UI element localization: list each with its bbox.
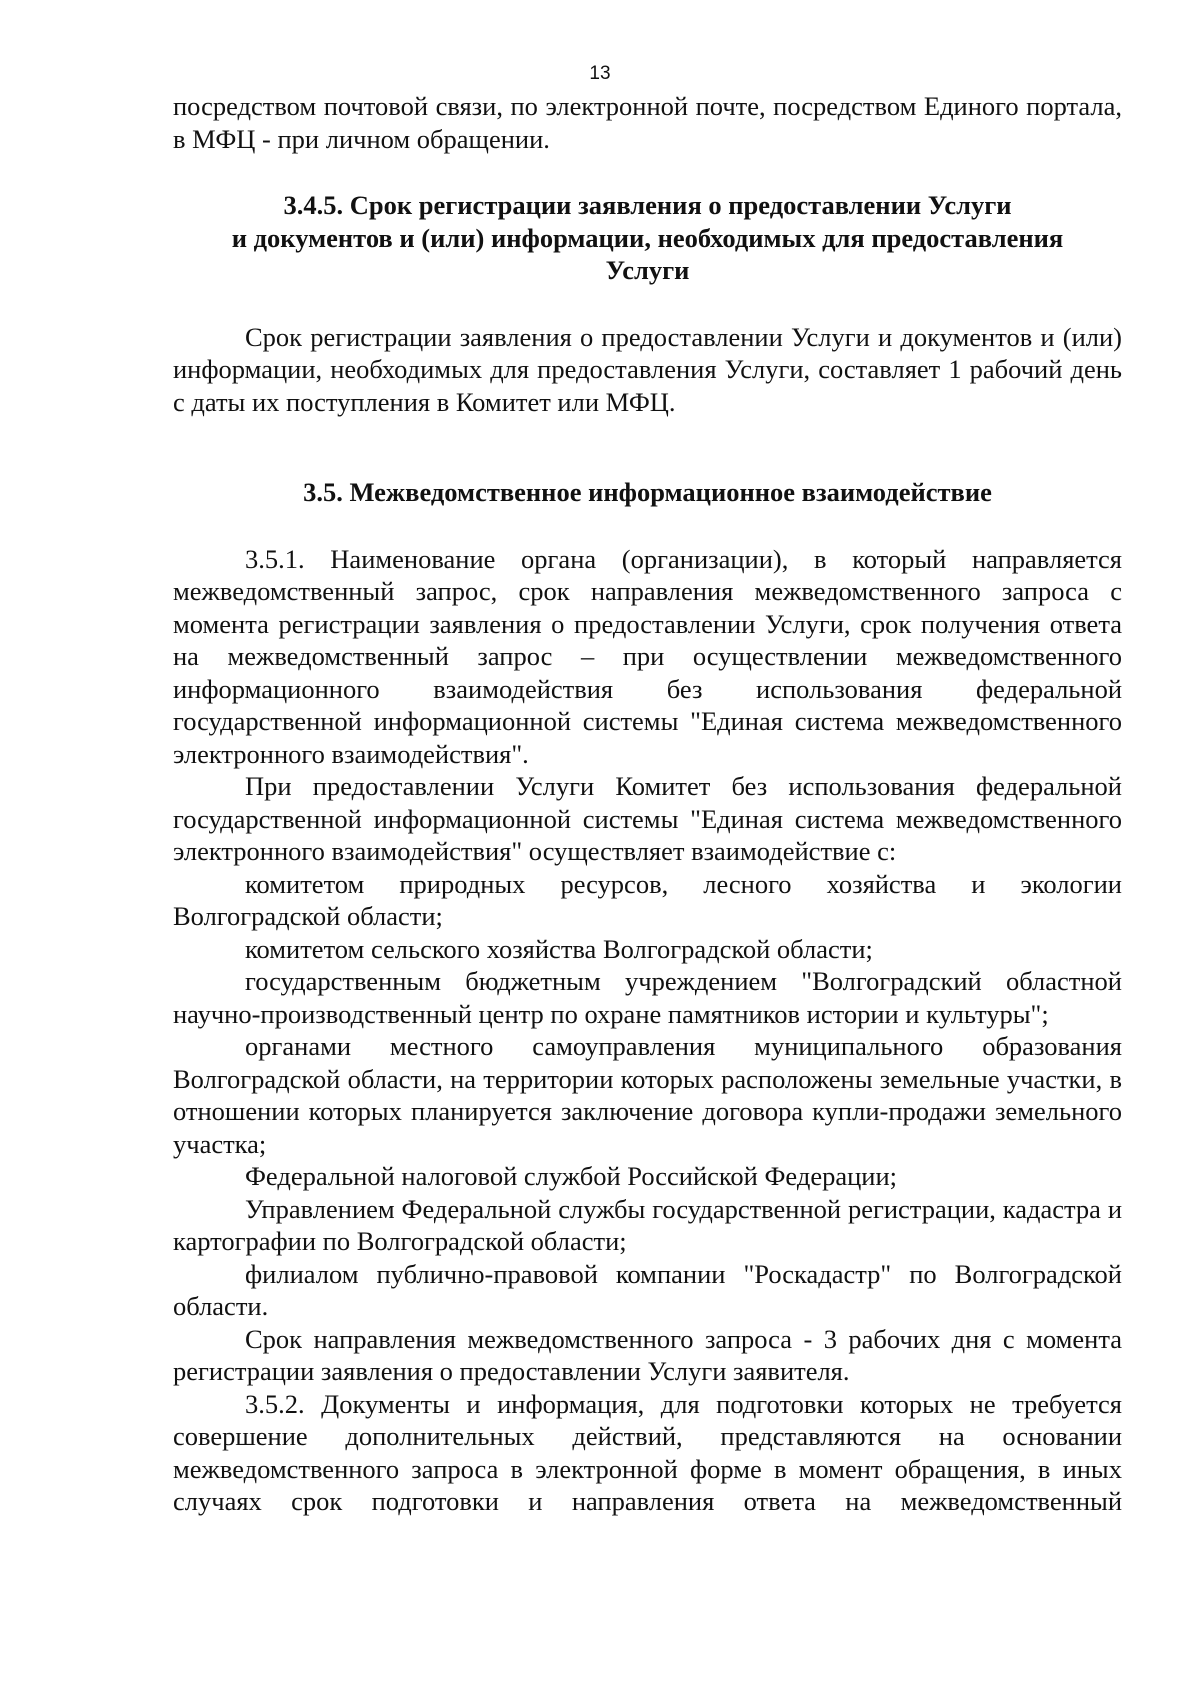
section-3-4-5-paragraph: Срок регистрации заявления о предоставлении Услуги и документов и (или) информации, необходимых для предоставления Услуги, составляет 1 рабочий день с даты их поступления в Комитет или МФЦ.: [173, 321, 1122, 417]
paragraph-interaction-intro: При предоставлении Услуги Комитет без использования федеральной государственной информационной системы "Единая система межведомственного электронного взаимодействия" осуществляет взаимодействие с:: [173, 771, 1122, 866]
paragraph-3-5-2: 3.5.2. Документы и информация, для подготовки которых не требуется совершение дополнительных действий, представляются на основании межведомственного запроса в электронной форме в момент обращения, в иных случаях срок подготовки и направления ответа на межведомственный: [173, 1388, 1122, 1516]
list-item-heritage-center: государственным бюджетным учреждением "Волгоградский областной научно-производственный центр по охране памятников истории и культуры";: [173, 966, 1122, 1029]
section-3-4-5-heading-line-3: Услуги: [605, 255, 690, 285]
document-body: [173, 90, 1122, 1518]
paragraph-request-deadline: Срок направления межведомственного запроса - 3 рабочих дня с момента регистрации заявления о предоставлении Услуги заявителя.: [173, 1323, 1122, 1386]
paragraph-3-5-1: 3.5.1. Наименование органа (организации), в который направляется межведомственный запрос, срок направления межведомственного запроса с момента регистрации заявления о предоставлении Услуги, срок получения ответа на межведомственный запрос – при осуществлении межведомственного информационного взаимодействия без использования федеральной государственной информационной системы "Единая система межведомственного электронного взаимодействия".: [173, 543, 1122, 769]
list-item-tax-service: Федеральной налоговой службой Российской Федерации;: [245, 1161, 898, 1191]
list-item-natural-resources-committee: комитетом природных ресурсов, лесного хозяйства и экологии Волгоградской области;: [173, 868, 1122, 931]
list-item-local-government: органами местного самоуправления муниципального образования Волгоградской области, на территории которых расположены земельные участки, в отношении которых планируется заключение договора купли-продажи земельного участка;: [173, 1031, 1122, 1159]
list-item-agriculture-committee: комитетом сельского хозяйства Волгоградской области;: [245, 933, 873, 964]
section-3-4-5-heading: [173, 189, 1122, 287]
list-item-roskadastr: филиалом публично-правовой компании "Роскадастр" по Волгоградской области.: [173, 1258, 1122, 1321]
section-3-5-heading: 3.5. Межведомственное информационное взаимодействие: [303, 477, 992, 507]
section-3-4-5-heading-line-1: 3.4.5. Срок регистрации заявления о предоставлении Услуги: [283, 190, 1012, 220]
section-3-4-5-heading-line-2: и документов и (или) информации, необходимых для предоставления: [231, 222, 1064, 253]
page-number: 13: [589, 63, 611, 84]
list-item-registration-service: Управлением Федеральной службы государственной регистрации, кадастра и картографии по Волгоградской области;: [173, 1193, 1122, 1256]
intro-paragraph: посредством почтовой связи, по электронной почте, посредством Единого портала, в МФЦ - при личном обращении.: [173, 91, 1122, 154]
